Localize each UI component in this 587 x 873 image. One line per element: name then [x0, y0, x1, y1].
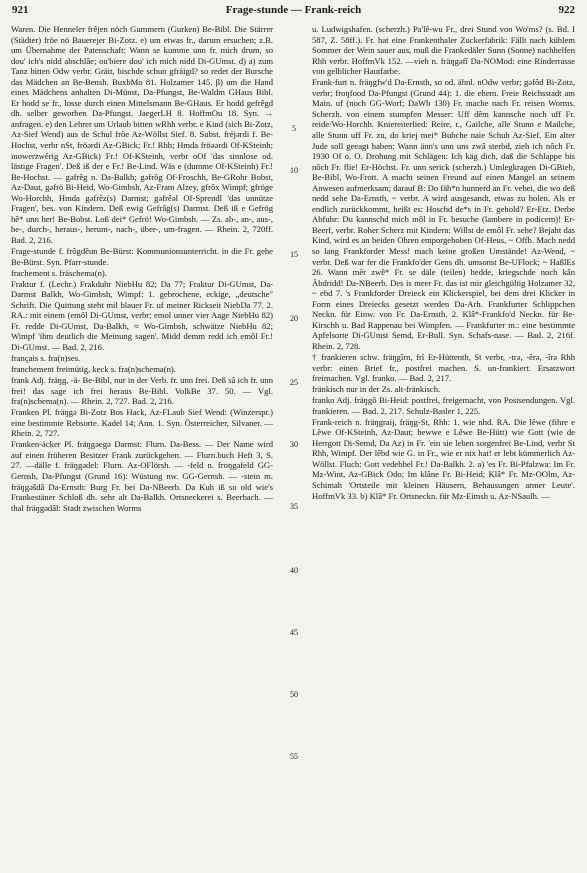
line-number: 55	[290, 752, 298, 761]
line-number: 5	[292, 124, 296, 133]
line-number: 20	[290, 314, 298, 323]
line-number: 30	[290, 440, 298, 449]
entry: franko Adj. fräŋgô Bi-Heid: postfrei, freigemacht, von Postsendungen. Vgl. frankieren. — Bad. 2, 217. Schulz-Basler 1, 225.	[312, 395, 575, 416]
entry: français s. fra(n)ses.	[11, 352, 81, 363]
entry: frank Adj. fräŋg, -ä- Be-Bibl, nur in der Verb. fr. unn frei. Deß sâ ich fr. unn frei! das sage ich frei heraus Be-Bibl. VolkBe 37. 50. — Vgl. fra(n)schema(n). — Rhein. 2, 727. Bad. 2, 216.	[11, 375, 273, 407]
entry: Fraktur f. (Lechr.) Frakduhr NiebHu 82; Da 77; Fraktur Di-GUmst, Da-Darmst Balkh, Wo-Gimbsh, Wimpf: 1. gebrochene, eckige, „deutsche" Schrift. Die Quittung steht mil blauer Fr. uf meiner Rickseit NiebDa 77. 2. RA.: mit einem (emôl Di-GUmst, verbr; emol unner vier Aage NiebHu 82) Fr. redde Di-GUmst, Da-Balkh, ≈ Wo-Gimbsh, schwätze NiebHu 82; Wimpf 'ihm deutlich die Meinung sagen'. Midd demm redd ich emôl Fr.! Di-GUmst. — Bad. 2, 216.	[11, 278, 273, 352]
line-number: 10	[290, 166, 298, 175]
left-column	[11, 24, 273, 513]
running-title: Frage-stunde — Frank-reich	[225, 4, 362, 16]
line-number: 15	[290, 250, 298, 259]
entry: u. Ludwigshafen. (scherzh.) Pa'lê-wu Fr., drei Stund von Wo'ms? (s. Bd. I 587, Z. 58ff.). Fr. hat eine Frankenthaler Zuckerfabrik: Fällt nach kühlem Sommer der Wein sauer aus, muß die Frankedäler Sunn (Sonne) nachhelfen Rhh verbr. HoffmVk 152. —vieh n. fräŋgəfî Da-NOMod: eine Rinderrasse von gelblicher Hautfarbe.	[312, 24, 575, 77]
line-number: 25	[290, 378, 298, 387]
entry: Frank-reich n. fräŋgraiɉ, fräŋg-St, Rhh: 1. wie nhd. RA. Die lêwe (fihre e Lêwe Of-KSteinh, Az-Daut; hewwe e Lêwe Be-Hütt) wie Gott (wie de Herrgott Di-Semd, Da Az) in Fr. 'ein sie leben sorgenfrei Be-Lind, verbr St Rhh, Wimpf. Der lêbd wie G. in Fr., wie er nix hat! er lebt kümmerlich Az-Wöllst. Fluch: Gott vedebbel Fr.! Da-Balkh. 2. a) 'es Fr. Bi-Pfalzwa: Im Fr. Mz-Wint, Az-GBick Odo; Im klâne Fr. Bi-Heid; Klâ* Fr. Mz-OOlm, Az-Schimah 'Ortsteile mit kleinen Häusern, Behausungen armer Leute'. HoffmVk 33. b) Klâ* Fr. Ortsneckn. für Mz-Eimsh u. Az-NSaulh. —	[312, 416, 575, 501]
line-number: 45	[290, 628, 298, 637]
entry: Waren. Die Henneler frêjen nöch Gummern (Gurken) Be-Bibl. Die Stärrer (Städter) fröe nö Bauerejer Bi-Zotz. e) um etwas fr., darum ersuchen; z.B. um Übernahme der Patenschaft: Wann se kumme unn fr. mich drum, so dou' ich's nidd abschlâe; ou'biere dou' ich mich nidd Di-GUmst. d) a) zum Tanz bitten Odw verbr. Gräit, bischde schun gfräigd? so redet der Bursche das Mädchen an Be-Bensh. BuxbMo 81. Holzamer 145. β) um die Hand eines Mädchens anhalten Di-Münst, Da-Pfungst, Be-Waldm GHaus Bibl. Er hodd se fr., losse durch einen Mittelsmann Be-GHaus. Er hodd gefrêgd dh. selber geworben Da-Pfungst. JaegerLH 8. HoffmOu 18. Syn. → anfragen. e) den Lehrer um Urlaub bitten wRhh verbr. e Kind (sich Bi-Zotz, Az-Sief Wend) aus de Schul frôe Az-Wöllst Sief. 8. Subst. fréjərdi f. Be-Hochst, verbr nSt, fröərdi Az-GBick; Fr.! Rhh; Hmda fröəərdi Of-KSteinh; inowerzwêrig Az-GBick) Fr.! Of-KSteinh, verbr oOf 'das sinnlose od. lästige Fragen'. Deß iß der e Fr.! Be-Lind. Wäs e (dumme Of-KSteinh) Fr.! Be-Hochst. — gəfrêg n. Da-Balkh; gəfrôg Of-Froschh, Be-GRohr Bobst, Az-Daut, gəfrö Bi-Heid, Wo-Gimbsh, Az-Fram Alzey, gfrôx Wimpf; gfröge Wo-Horchh, Hmda gəfrêz(s) Darmst; gəfrêəl Of-Sprendl 'das unnütze Fragen', bes. von Kindern. Deß ewig Gefrâg(s) Darmst. Deß iß e Gefrög hê* unn her! Be-Bobst. Loß dei* Gefrö! Wo-Gimbsh. — Zs. ab-, an-, aus-, be-, durch-, heraus-, herum-, nach-, über-, um-fragen. — Rhein. 2, 720ff. Bad. 2, 216.	[11, 24, 273, 245]
entry: franchement freimütig, keck s. fra(n)schema(n).	[11, 364, 176, 374]
page-number-left: 921	[12, 4, 29, 16]
entry: Frank-furt n. fräŋgfw'd Da-Ernsth, so od. ähnl. nOdw verbr; gəfôd Bi-Zotz, verbr; froŋfood Da-Pfungst (Grund 44): 1. die ehem. Freie Reichsstadt am Main. uf (noch GG-Worf; DaWb 130) Fr. mache nach Fr. reisen Worms. Scherzh. von einem stumpfen Messer: Uff dêm kannsche noch uff Fr. reide/Wo-Horchh. Kniereiterlied: Reire, r., Gailche, alle Stunn e Mailche, alle Stunn uff Fr. zu, do krieɉ mei* Bubche naie Schuh Az-Sief. Ein alter Jude soll geeagt haben: Wann änn's unn uns zwâ sterbd, zieh ich nôch Fr. 1930 Of o. O. Drohung mit Schlägen: Ich käg dich, daß die Schlappe bis nôch Fr. flie! Er-Höchst. Fr. unn serick (scherzh.) Umlegkragen Di-GBieb, Be-Bibl, Wo-Frott. A macht seinen Freund auf einen Mangel an seinem Anwesen aufmerksam; darauf B: Do fäh*n hunnerd an Fr. vebei, die wo deß nedd sehe Da-Ernsth, ~ verbr. A wird ausgesandt, etwas zu holen. Als er endlich zurückkommt, heißt es: Hoschd de*s in Fr. gehold? Er-Etz. Derbe Abfuhr: Du kannschd mich môl in Fr. besuche (lambere in podicem)! Er-Beerf, verbr. Roher Scherz mit Kindern: Willst de emôl Fr. sehe? Bejaht das Kind, wird es an beiden Ohren emporgehoben Of-Heus, ~ Offb. Mach nedd so lang Frankforder Mess! mach keine großen Umstände! Az-Wend, ~ verbr. Deß war fer die Frankfo'der Gens dh. umsonst Be-UFlock; ~ HaßlEs 26. Wann mêr zwê* Fr. se däle (teilen) hedde, kriegschde noch kân Äbdridd! Da-NBeerb. Des is meer Fr. das ist mir gleichgültig Holzamer 32, ~ ebd 7. 's Frankforder Dreieck ein Klickerspiel, bei dem drei Klicker in Form eines Dreiecks gesetzt werden Da-Arh. Frankfurter Schlippchen Neckn. für Einw. von Fr. Da-Ernsth. 2. Klâ*-Frankfo'd Neckn. für Be-Kirschh u. Bad Rappenau bei Wimpfen. — Frankfurter m.: eine bestimmte Apfelsorte Di-GUmst Semd, Er-Bull. Syn. Schafs-nase. — Bad. 2, 216f. Rhein. 2, 728.	[312, 77, 575, 351]
entry: fränkisch nur in der Zs. alt-fränkisch.	[312, 384, 441, 395]
entry: Franken-äcker Pl. fräŋgəegə Darmst: Flurn. Da-Bess. — Der Name wird auf einen früheren Besitzer Frank zurückgehen. — Flurn.buch Heft 3, S. 27. —dälle f. fräŋgədel: Flurn. Az-OFlörsh. — -feld n. froŋgəfeld GG-Gernsh, Da-Pfungst (Grund 16): Wüstung nw. GG-Gernsh. — -stein m. fräŋgəšdâ Da-Ernsth: Burg Fr. bei Da-NBeerb. Da Kuh iß so old wie's Frankestäner Schloß dh. sehr alt Da-Balkh. Ortsneckerei s. Beerbach. —thal fräŋgədâl: Stadt zwischen Worms	[11, 439, 273, 513]
running-header	[0, 4, 587, 22]
line-number: 35	[290, 502, 298, 511]
entry: Franken Pl. fräŋgə Bi-Zotz Bos Hack, Az-FLaub Sief Wend: (Winzerspr.) eine bestimmte Rebsorte. Kadel 14; Ann. 1. Syn. Österreicher, Silvaner. — Rhein. 2, 727.	[11, 407, 273, 439]
right-column	[312, 24, 575, 501]
entry: † frankieren schw. fräŋgîrn, frî Er-Hüttenth, St verbr, -trə, -êrə, -îrə Rhh verbr: einen Brief fr., postfrei machen. S. un-frankiert. Ersatzwort freimachen. Vgl. franko. — Bad. 2, 217.	[312, 351, 575, 384]
line-number: 50	[290, 690, 298, 699]
line-number: 40	[290, 566, 298, 575]
page-number-right: 922	[558, 4, 575, 16]
entry: Frage-stunde f. frôgdêun Be-Bürst: Kommunionsunterricht. in die Fr. gehe Be-Bürst. Syn. Pfarr-stunde.	[11, 245, 273, 267]
entry: frachement s. fräschema(n).	[11, 267, 107, 278]
